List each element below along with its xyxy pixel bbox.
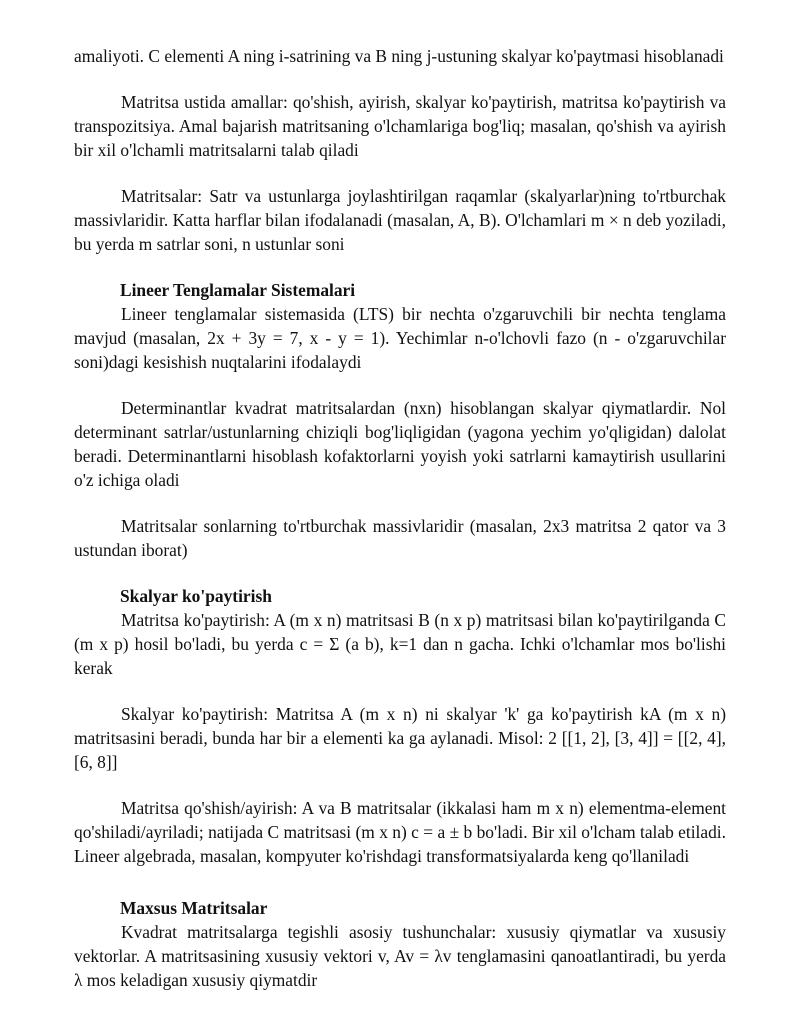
heading-scalar-multiplication: Skalyar ko'paytirish [120, 586, 272, 606]
heading-linear-systems: Lineer Tenglamalar Sistemalari [120, 280, 356, 300]
paragraph-linear-systems: Lineer tenglamalar sistemasida (LTS) bir nechta o'zgaruvchili bir nechta tenglama mavjud (masalan, 2x + 3y = 7, x - y = 1). Yechimlar n-o'lchovli fazo (n - o'zgaruvchilar soni)dagi kesishish nuqtalarini ifodalaydi [74, 304, 726, 372]
paragraph-matrix-operations: Matritsa ustida amallar: qo'shish, ayirish, skalyar ko'paytirish, matritsa ko'paytirish va transpozitsiya. Amal bajarish matritsaning o'lchamlariga bog'liq; masalan, qo'shish va ayirish bir xil o'lchamli matritsalarni talab qiladi [74, 92, 726, 160]
heading-special-matrices: Maxsus Matritsalar [120, 898, 268, 918]
paragraph-matrix-multiplication-cont: amaliyoti. C elementi A ning i-satrining va B ning j-ustuning skalyar ko'paytmasi hisoblanadi [74, 46, 724, 66]
paragraph-determinants: Determinantlar kvadrat matritsalardan (nxn) hisoblangan skalyar qiymatlardir. Nol determinant satrlar/ustunlarning chiziqli bog'liqligidan (yagona yechim yo'qligidan) dalolat beradi. Determinantlarni hisoblash kofaktorlarni yoyish yoki satrlarni kamaytirish usullarini o'z ichiga oladi [74, 398, 726, 490]
paragraph-scalar-product: Skalyar ko'paytirish: Matritsa A (m x n) ni skalyar 'k' ga ko'paytirish kA (m x n) matritsasini beradi, bunda har bir a elementi ka ga aylanadi. Misol: 2 [[1, 2], [3, 4]] = [[2, 4], [6, 8]] [74, 704, 726, 772]
paragraph-matrices-arrays: Matritsalar sonlarning to'rtburchak massivlaridir (masalan, 2x3 matritsa 2 qator va 3 ustundan iborat) [74, 516, 726, 560]
paragraph-matrix-product: Matritsa ko'paytirish: A (m x n) matritsasi B (n x p) matritsasi bilan ko'paytirilganda C (m x p) hosil bo'ladi, bu yerda c = Σ (a b), k=1 dan n gacha. Ichki o'lchamlar mos bo'lishi kerak [74, 610, 726, 678]
paragraph-eigen: Kvadrat matritsalarga tegishli asosiy tushunchalar: xususiy qiymatlar va xususiy vektorlar. A matritsasining xususiy vektori v, Av = λv tenglamasini qanoatlantiradi, bu yerda λ mos keladigan xususiy qiymatdir [74, 922, 726, 990]
document-page [74, 44, 726, 992]
paragraph-matrix-addition: Matritsa qo'shish/ayirish: A va B matritsalar (ikkalasi ham m x n) elementma-element qo'shiladi/ayriladi; natijada C matritsasi (m x n) c = a ± b bo'ladi. Bir xil o'lcham talab etiladi. Lineer algebrada, masalan, kompyuter ko'rishdagi transformatsiyalarda keng qo'llaniladi [74, 798, 726, 866]
paragraph-matrices-definition: Matritsalar: Satr va ustunlarga joylashtirilgan raqamlar (skalyarlar)ning to'rtburchak massivlaridir. Katta harflar bilan ifodalanadi (masalan, A, B). O'lchamlari m × n deb yoziladi, bu yerda m satrlar soni, n ustunlar soni [74, 186, 726, 254]
